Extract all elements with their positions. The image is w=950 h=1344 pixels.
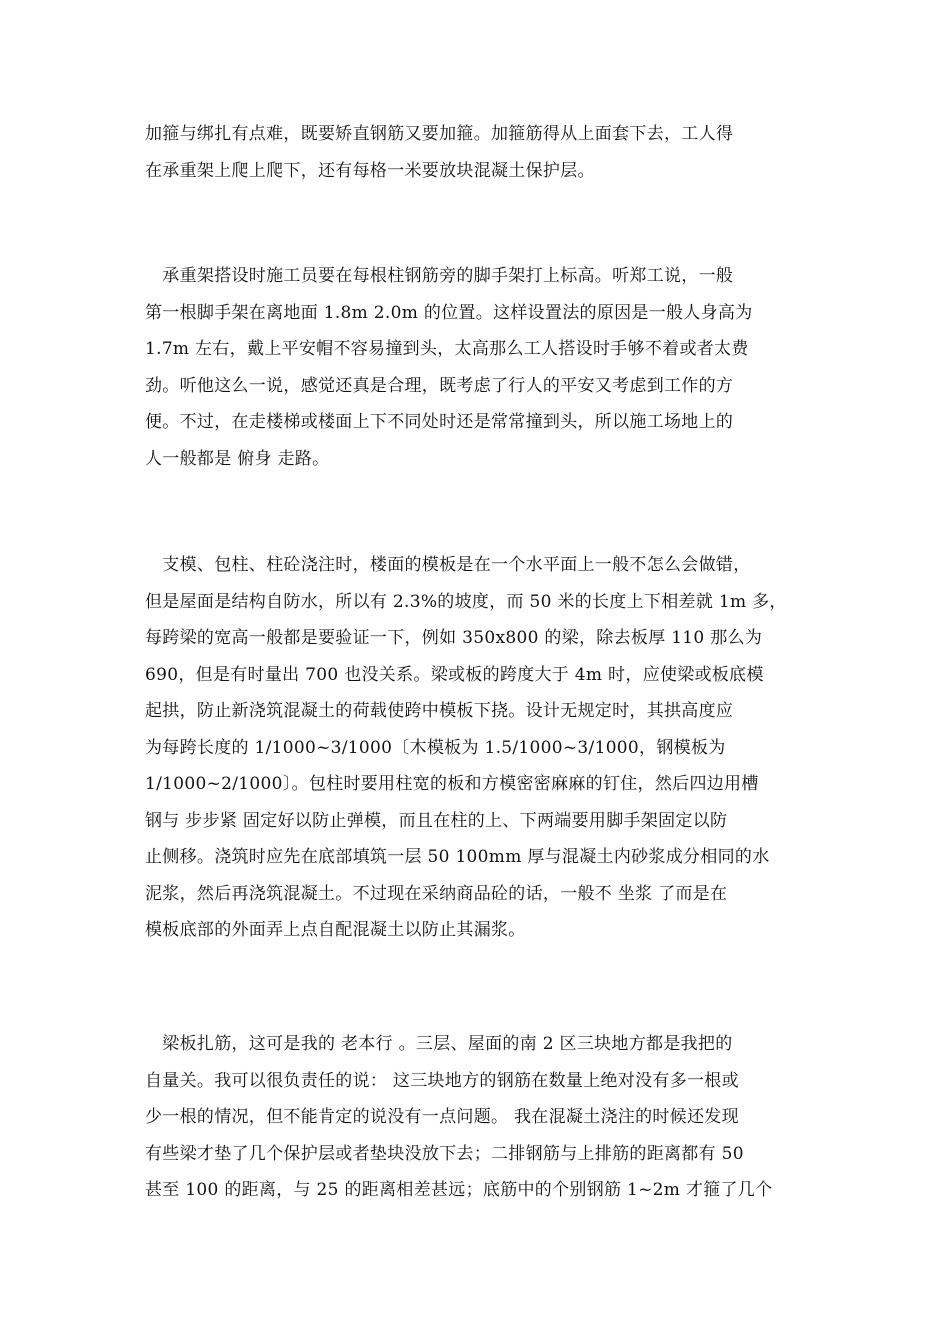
text-line: 但是屋面是结构自防水，所以有 2.3%的坡度，而 50 米的长度上下相差就 1m 多，	[145, 591, 787, 612]
text-line: 自量关。我可以很负责任的说： 这三块地方的钢筋在数量上绝对没有多一根或	[145, 1070, 739, 1091]
text-line: 有些梁才垫了几个保护层或者垫块没放下去；二排钢筋与上排筋的距离都有 50	[145, 1143, 744, 1164]
paragraph-stirrups	[145, 116, 815, 189]
text-line: 在承重架上爬上爬下，还有每格一米要放块混凝土保护层。	[145, 160, 595, 181]
text-line: 泥浆，然后再浇筑混凝土。不过现在采纳商品砼的话，一般不 坐浆 了而是在	[145, 883, 728, 904]
text-line: 止侧移。浇筑时应先在底部填筑一层 50 100mm 厚与混凝土内砂浆成分相同的水	[145, 847, 770, 867]
paragraph-formwork	[145, 547, 815, 949]
text-line: 690，但是有时量出 700 也没关系。梁或板的跨度大于 4m 时，应使梁或板底模	[145, 664, 764, 685]
text-line: 甚至 100 的距离，与 25 的距离相差甚远；底筋中的个别钢筋 1~2m 才箍了几个	[145, 1180, 773, 1200]
text-line: 少一根的情况，但不能肯定的说没有一点问题。 我在混凝土浇注的时候还发现	[145, 1107, 739, 1127]
text-line: 梁板扎筋，这可是我的 老本行 。三层、屋面的南 2 区三块地方都是我把的	[145, 1034, 733, 1054]
paragraph-scaffold	[145, 258, 815, 477]
paragraph-rebar-tying	[145, 1026, 815, 1209]
text-line: 1.7m 左右，戴上平安帽不容易撞到头，太高那么工人搭设时手够不着或者太费	[145, 339, 749, 359]
text-line: 起拱，防止新浇筑混凝土的荷载使跨中模板下挠。设计无规定时，其拱高度应	[145, 701, 734, 721]
text-line: 1/1000~2/1000〕。包柱时要用柱宽的板和方模密密麻麻的钉住，然后四边用槽	[145, 774, 759, 794]
text-line: 钢与 步步紧 固定好以防止弹模，而且在柱的上、下两端要用脚手架固定以防	[145, 810, 728, 831]
text-line: 支模、包柱、柱砼浇注时，楼面的模板是在一个水平面上一般不怎么会做错，	[145, 555, 751, 575]
text-line: 承重架搭设时施工员要在每根柱钢筋旁的脚手架打上标高。听郑工说，一般	[145, 266, 734, 286]
text-line: 第一根脚手架在离地面 1.8m 2.0m 的位置。这样设置法的原因是一般人身高为	[145, 302, 753, 323]
text-line: 劲。听他这么一说，感觉还真是合理，既考虑了行人的平安又考虑到工作的方	[145, 375, 734, 396]
text-line: 便。不过，在走楼梯或楼面上下不同处时还是常常撞到头，所以施工场地上的	[145, 412, 734, 432]
text-line: 人一般都是 俯身 走路。	[145, 448, 330, 469]
text-line: 为每跨长度的 1/1000~3/1000〔木模板为 1.5/1000~3/1000，钢模板为	[145, 737, 726, 758]
text-line: 每跨梁的宽高一般都是要验证一下，例如 350x800 的梁，除去板厚 110 那么为	[145, 628, 763, 648]
text-line: 加箍与绑扎有点难，既要矫直钢筋又要加箍。加箍筋得从上面套下去，工人得	[145, 124, 734, 144]
text-line: 模板底部的外面弄上点自配混凝土以防止其漏浆。	[145, 920, 526, 940]
